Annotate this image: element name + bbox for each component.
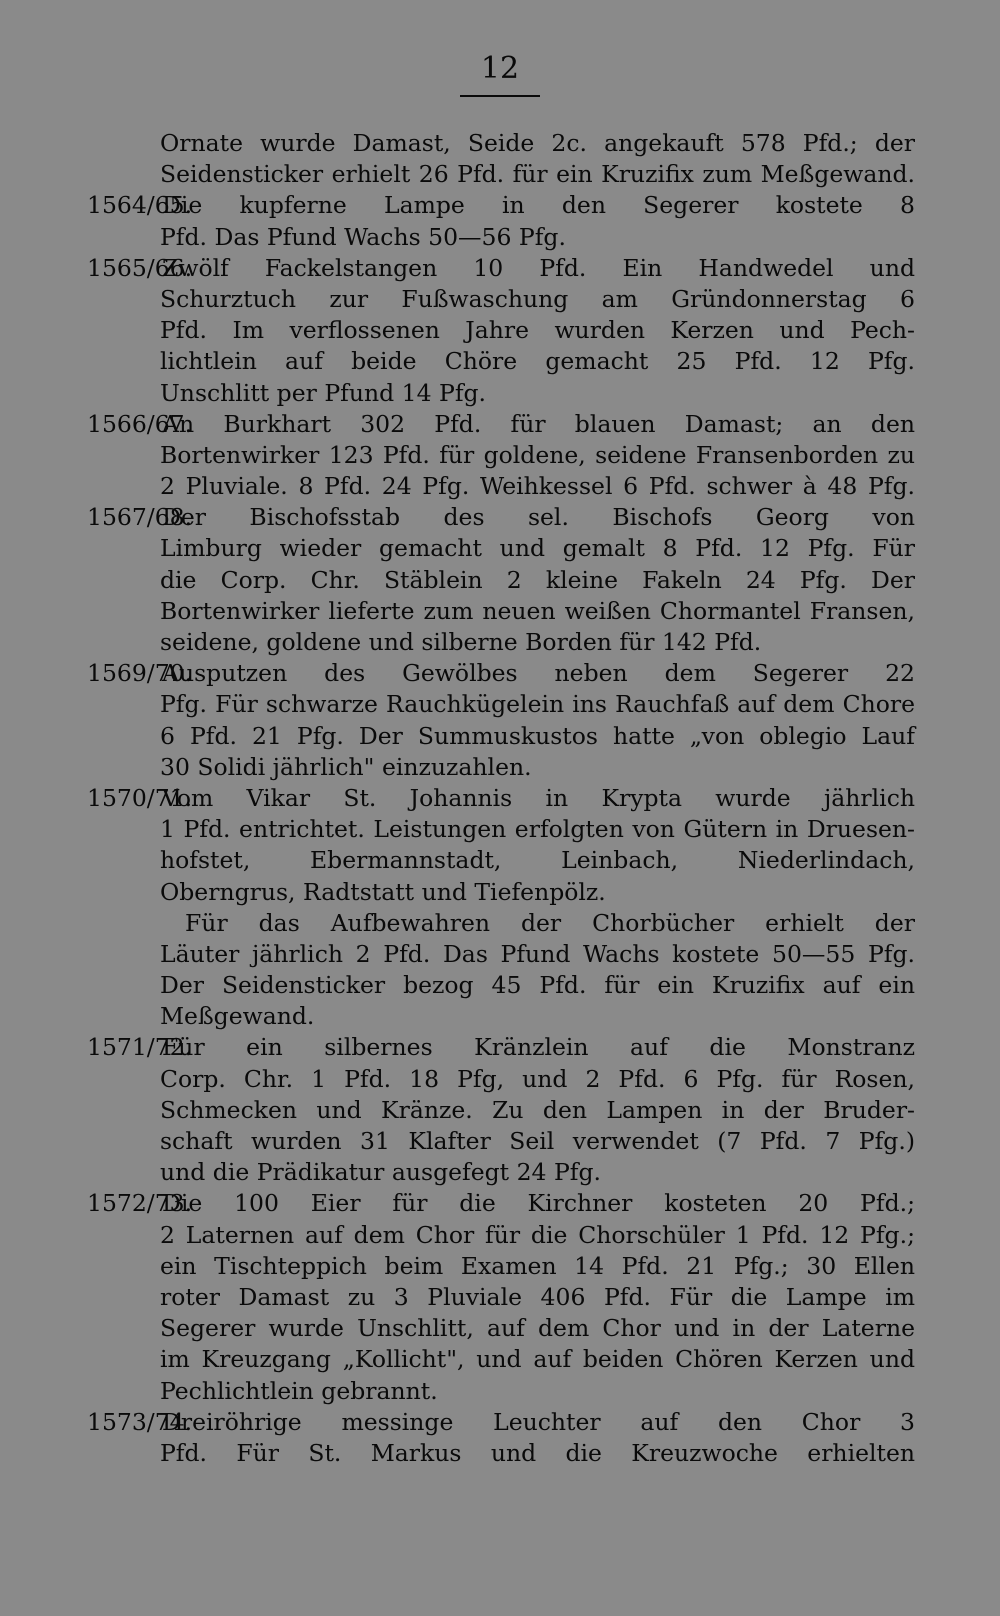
text-line [0,1064,1000,1095]
line-text: Pechlichtlein gebrannt. [160,1376,438,1405]
text-line [0,159,1000,190]
text-line [0,284,1000,315]
line-text: lichtlein auf beide Chöre gemacht 25 Pfd. 12 Pfg. [160,347,915,376]
line-text: Meßgewand. [160,1002,315,1031]
line-text: Seidensticker erhielt 26 Pfd. für ein Kruzifix zum Meßgewand. [160,160,915,189]
line-text: Pfd. Für St. Markus und die Kreuzwoche erhielten [160,1438,915,1467]
text-line [0,409,1000,440]
line-text: Oberngrus, Radtstatt und Tiefenpölz. [160,877,606,906]
text-line [0,502,1000,533]
line-text: Ausputzen des Gewölbes neben dem Segerer 22 [162,659,915,688]
text-line [0,721,1000,752]
line-text: Dreiröhrige messinge Leuchter auf den Chor 3 [162,1407,915,1436]
line-text: Bortenwirker lieferte zum neuen weißen Chormantel Fransen, [160,596,915,625]
line-text: Der Bischofsstab des sel. Bischofs Georg von [162,503,915,532]
text-line [0,814,1000,845]
text-line [0,440,1000,471]
line-text: Für das Aufbewahren der Chorbücher erhielt der [185,908,915,937]
line-text: ein Tischteppich beim Examen 14 Pfd. 21 Pfg.; 30 Ellen [160,1251,915,1280]
line-text: Ornate wurde Damast, Seide 2c. angekauft 578 Pfd.; der [160,129,915,157]
line-text: die Corp. Chr. Stäblein 2 kleine Fakeln 24 Pfg. Der [160,565,915,594]
text-line [0,565,1000,596]
text-line [0,346,1000,377]
line-text: Pfg. Für schwarze Rauchkügelein ins Rauchfaß auf dem Chore [160,690,915,719]
entry-year: 1573/74. [87,1407,193,1436]
text-line [0,1157,1000,1188]
text-line [0,1376,1000,1407]
entry-year: 1564/65. [87,191,193,220]
text-line [0,128,1000,159]
line-text: hofstet, Ebermannstadt, Leinbach, Niederlindach, [160,846,915,875]
entry-year: 1566/67. [87,409,193,438]
entry-year: 1567/68. [87,503,193,532]
text-line [0,471,1000,502]
text-line [0,1407,1000,1438]
text-line [0,596,1000,627]
entry-year: 1571/72. [87,1033,193,1062]
line-text: Zwölf Fackelstangen 10 Pfd. Ein Handwedel und [162,253,915,282]
header-rule [460,95,540,97]
line-text: Pfd. Das Pfund Wachs 50—56 Pfg. [160,222,566,251]
text-line [0,970,1000,1001]
line-text: Die 100 Eier für die Kirchner kosteten 20 Pfd.; [162,1189,915,1218]
text-line [0,222,1000,253]
text-line [0,1188,1000,1219]
text-line [0,1032,1000,1063]
line-text: schaft wurden 31 Klafter Seil verwendet (7 Pfd. 7 Pfg.) [160,1127,915,1155]
text-line [0,253,1000,284]
text-line [0,908,1000,939]
text-line [0,939,1000,970]
text-line [0,1344,1000,1375]
text-line [0,1313,1000,1344]
line-text: Für ein silbernes Kränzlein auf die Monstranz [162,1033,915,1062]
line-text: 6 Pfd. 21 Pfg. Der Summuskustos hatte „von oblegio Lauf [160,721,915,750]
text-line [0,877,1000,908]
line-text: 30 Solidi jährlich" einzuzahlen. [160,752,532,781]
text-line [0,533,1000,564]
text-line [0,1001,1000,1032]
text-line [0,378,1000,409]
line-text: Limburg wieder gemacht und gemalt 8 Pfd. 12 Pfg. Für [160,534,915,563]
line-text: und die Prädikatur ausgefegt 24 Pfg. [160,1158,601,1187]
text-line [0,1251,1000,1282]
line-text: 2 Pluviale. 8 Pfd. 24 Pfg. Weihkessel 6 Pfd. schwer à 48 Pfg. [160,472,915,501]
line-text: im Kreuzgang „Kollicht", und auf beiden Chören Kerzen und [160,1345,915,1374]
line-text: Bortenwirker 123 Pfd. für goldene, seidene Fransenborden zu [160,440,915,469]
text-line [0,845,1000,876]
document-body [0,128,1000,1469]
line-text: roter Damast zu 3 Pluviale 406 Pfd. Für die Lampe im [160,1282,915,1311]
line-text: Der Seidensticker bezog 45 Pfd. für ein Kruzifix auf ein [160,971,915,1000]
line-text: Vom Vikar St. Johannis in Krypta wurde jährlich [162,783,915,812]
text-line [0,1095,1000,1126]
text-line [0,315,1000,346]
text-line [0,752,1000,783]
entry-year: 1572/73. [87,1189,193,1218]
entry-year: 1570/71. [87,783,193,812]
text-line [0,1282,1000,1313]
line-text: 2 Laternen auf dem Chor für die Chorschüler 1 Pfd. 12 Pfg.; [160,1220,915,1249]
line-text: seidene, goldene und silberne Borden für 142 Pfd. [160,628,762,656]
text-line [0,1220,1000,1251]
line-text: Schmecken und Kränze. Zu den Lampen in der Bruder- [160,1095,915,1124]
text-line [0,627,1000,658]
line-text: Läuter jährlich 2 Pfd. Das Pfund Wachs kostete 50—55 Pfg. [160,939,915,968]
entry-year: 1565/66. [87,253,193,282]
line-text: 1 Pfd. entrichtet. Leistungen erfolgten von Gütern in Druesen- [160,815,915,844]
line-text: Segerer wurde Unschlitt, auf dem Chor und in der Laterne [160,1314,915,1343]
text-line [0,190,1000,221]
line-text: An Burkhart 302 Pfd. für blauen Damast; an den [162,409,915,438]
line-text: Schurztuch zur Fußwaschung am Gründonnerstag 6 [160,284,915,313]
text-line [0,1126,1000,1157]
page-number: 12 [480,51,520,86]
line-text: Pfd. Im verflossenen Jahre wurden Kerzen und Pech- [160,316,915,345]
text-line [0,1438,1000,1469]
text-line [0,689,1000,720]
text-line [0,783,1000,814]
line-text: Die kupferne Lampe in den Segerer kostete 8 [162,191,915,220]
text-line [0,658,1000,689]
line-text: Corp. Chr. 1 Pfd. 18 Pfg, und 2 Pfd. 6 Pfg. für Rosen, [160,1064,915,1093]
entry-year: 1569/70. [87,659,193,688]
line-text: Unschlitt per Pfund 14 Pfg. [160,378,487,407]
